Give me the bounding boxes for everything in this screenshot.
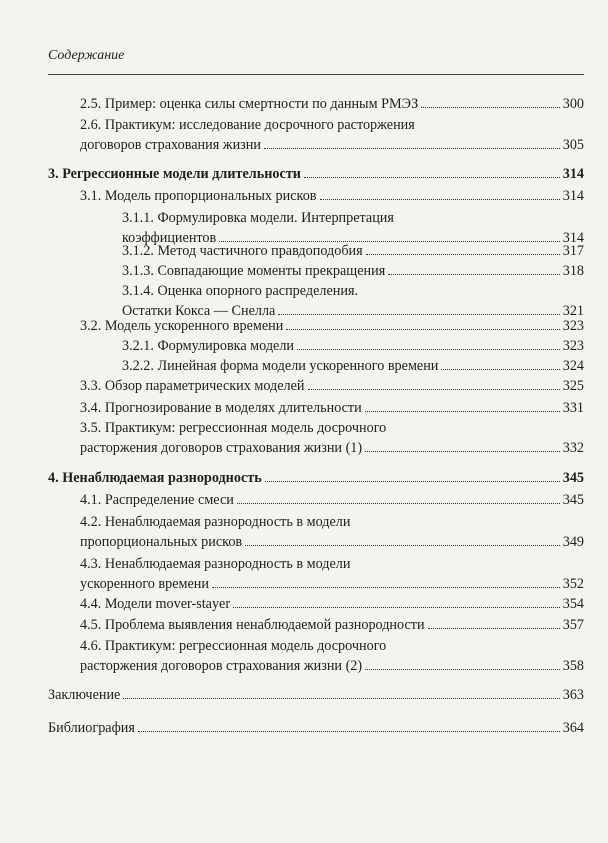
toc-entry-title: пропорциональных рисков xyxy=(80,534,243,550)
toc-entry[interactable] xyxy=(48,166,584,186)
dot-leader xyxy=(320,199,560,200)
toc-entry-title: расторжения договоров страхования жизни (1) xyxy=(80,440,363,456)
toc-entry[interactable] xyxy=(122,243,584,263)
toc-entry[interactable] xyxy=(122,338,584,358)
dot-leader xyxy=(264,148,560,149)
toc-entry[interactable] xyxy=(80,117,584,157)
toc-entry-title: расторжения договоров страхования жизни (2) xyxy=(80,658,363,674)
dot-leader xyxy=(366,254,560,255)
toc-entry[interactable] xyxy=(80,420,584,460)
toc-entry[interactable] xyxy=(48,720,584,740)
toc-page-number: 345 xyxy=(562,470,584,486)
dot-leader xyxy=(219,241,559,242)
toc-entry-title: 4.4. Модели mover-stayer xyxy=(80,596,231,612)
dot-leader xyxy=(123,698,559,699)
toc-page-number: 321 xyxy=(562,303,584,319)
toc-entry[interactable] xyxy=(122,263,584,283)
toc-page-number: 323 xyxy=(562,318,584,334)
dot-leader xyxy=(365,669,560,670)
toc-page-number: 352 xyxy=(562,576,584,592)
dot-leader xyxy=(365,411,560,412)
dot-leader xyxy=(233,607,560,608)
toc-entry-title: 3.1.3. Совпадающие моменты прекращения xyxy=(122,263,386,279)
toc-entry-title: 3.1. Модель пропорциональных рисков xyxy=(80,188,317,204)
dot-leader xyxy=(245,545,560,546)
toc-entry-title: 4. Ненаблюдаемая разнородность xyxy=(48,470,262,486)
toc-entry-title-line: 4.3. Ненаблюдаемая разнородность в модели xyxy=(80,556,351,572)
dot-leader xyxy=(278,314,559,315)
header-rule xyxy=(48,74,584,75)
dot-leader xyxy=(365,451,560,452)
toc-entry-title-line: 3.1.4. Оценка опорного распределения. xyxy=(122,283,359,299)
dot-leader xyxy=(421,107,559,108)
dot-leader xyxy=(286,329,559,330)
toc-entry[interactable] xyxy=(80,596,584,616)
toc-entry-title: 3.4. Прогнозирование в моделях длительности xyxy=(80,400,362,416)
toc-entry-title-line: 3.1.1. Формулировка модели. Интерпретация xyxy=(122,210,394,226)
toc-entry-title: коэффициентов xyxy=(122,230,217,246)
toc-entry[interactable] xyxy=(122,283,584,323)
toc-entry-title: Библиография xyxy=(48,720,135,736)
dot-leader xyxy=(212,587,560,588)
running-header: Содержание xyxy=(48,48,125,63)
toc-page-number: 318 xyxy=(562,263,584,279)
toc-page-number: 325 xyxy=(562,378,584,394)
toc-entry-title: ускоренного времени xyxy=(80,576,209,592)
toc-entry-title: 3.2. Модель ускоренного времени xyxy=(80,318,284,334)
dot-leader xyxy=(237,503,560,504)
dot-leader xyxy=(388,274,559,275)
dot-leader xyxy=(304,177,560,178)
toc-page-number: 314 xyxy=(562,166,584,182)
toc-page-number: 317 xyxy=(562,243,584,259)
toc-page-number: 314 xyxy=(562,188,584,204)
toc-entry[interactable] xyxy=(80,188,584,208)
toc-entry[interactable] xyxy=(80,556,584,596)
toc-page-number: 345 xyxy=(562,492,584,508)
toc-page-number: 358 xyxy=(562,658,584,674)
dot-leader xyxy=(297,349,560,350)
toc-page-number: 349 xyxy=(562,534,584,550)
toc-entry-title: 3.1.2. Метод частичного правдоподобия xyxy=(122,243,363,259)
toc-entry-title: Остатки Кокса — Снелла xyxy=(122,303,276,319)
dot-leader xyxy=(428,628,560,629)
toc-page-number: 363 xyxy=(562,687,584,703)
dot-leader xyxy=(138,731,560,732)
dot-leader xyxy=(441,369,559,370)
toc-entry-title: 3.3. Обзор параметрических моделей xyxy=(80,378,305,394)
toc-entry-title-line: 4.6. Практикум: регрессионная модель досрочного xyxy=(80,638,387,654)
toc-entry[interactable] xyxy=(80,638,584,678)
toc-page-number: 300 xyxy=(562,96,584,112)
toc-page-number: 305 xyxy=(562,137,584,153)
toc-entry-title: 2.5. Пример: оценка силы смертности по данным РМЭЗ xyxy=(80,96,419,112)
toc-entry-title: 4.5. Проблема выявления ненаблюдаемой разнородности xyxy=(80,617,425,633)
toc-entry-title: 3.2.1. Формулировка модели xyxy=(122,338,295,354)
dot-leader xyxy=(308,389,560,390)
toc-entry-title: 4.1. Распределение смеси xyxy=(80,492,234,508)
dot-leader xyxy=(265,481,560,482)
toc-page-number: 332 xyxy=(562,440,584,456)
toc-page-number: 354 xyxy=(562,596,584,612)
toc-entry-title-line: 4.2. Ненаблюдаемая разнородность в модели xyxy=(80,514,351,530)
toc-entry-title: Заключение xyxy=(48,687,121,703)
toc-entry-title: 3.2.2. Линейная форма модели ускоренного времени xyxy=(122,358,439,374)
toc-page-number: 357 xyxy=(562,617,584,633)
toc-entry[interactable] xyxy=(80,492,584,512)
toc-entry[interactable] xyxy=(80,378,584,398)
toc-entry-title: 3. Регрессионные модели длительности xyxy=(48,166,301,182)
toc-entry[interactable] xyxy=(80,617,584,637)
toc-entry[interactable] xyxy=(80,514,584,554)
toc-entry[interactable] xyxy=(80,400,584,420)
toc-page-number: 314 xyxy=(562,230,584,246)
toc-entry-title-line: 2.6. Практикум: исследование досрочного расторжения xyxy=(80,117,415,133)
toc-entry[interactable] xyxy=(122,358,584,378)
toc-page-number: 331 xyxy=(562,400,584,416)
toc-entry[interactable] xyxy=(48,687,584,707)
toc-entry[interactable] xyxy=(48,470,584,490)
toc-entry[interactable] xyxy=(80,96,584,116)
toc-page-number: 324 xyxy=(562,358,584,374)
toc-entry-title: договоров страхования жизни xyxy=(80,137,261,153)
toc-entry-title-line: 3.5. Практикум: регрессионная модель досрочного xyxy=(80,420,387,436)
toc-page-number: 364 xyxy=(562,720,584,736)
toc-page-number: 323 xyxy=(562,338,584,354)
toc-entry[interactable] xyxy=(80,318,584,338)
